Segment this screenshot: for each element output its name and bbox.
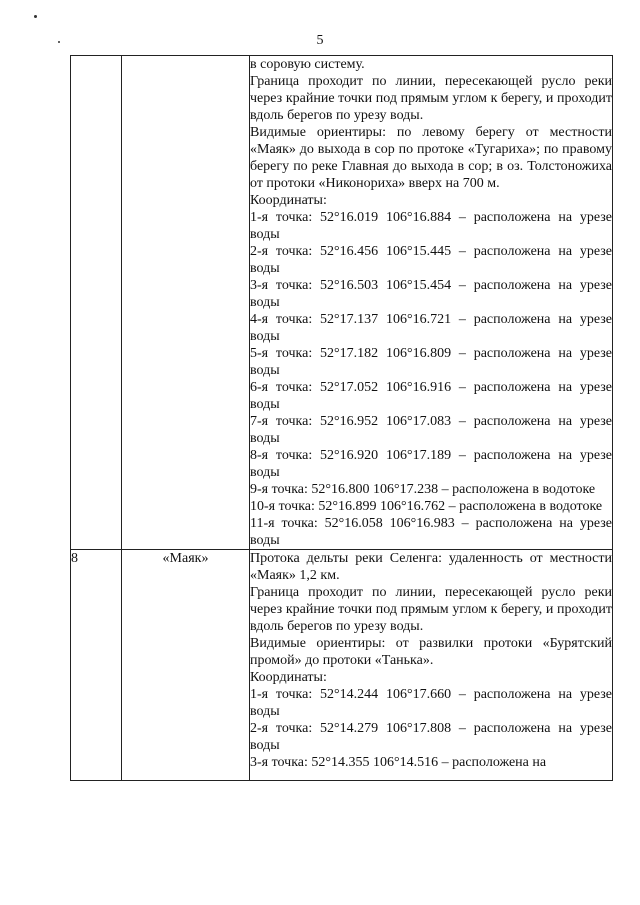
description-paragraph: Протока дельты реки Селенга: удаленность от местности «Маяк» 1,2 км. [250,551,612,583]
description-paragraph: Видимые ориентиры: по левому берегу от местности «Маяк» до выхода в сор по протоке «Тугариха»; по правому берегу по реке Главная до выхода в сор; в оз. Толстоножиха от протоки «Никонориха» вверх на 700 м. [250,125,612,191]
row-number: 8 [71,550,122,781]
coordinate-point: 2-я точка: 52°16.456 106°15.445 – расположена на урезе воды [250,244,612,276]
regulation-table [70,55,613,781]
coordinate-point: 9-я точка: 52°16.800 106°17.238 – расположена в водотоке [250,482,596,497]
table-row [71,550,613,781]
site-description [250,56,613,550]
description-paragraph: в соровую систему. [250,57,365,72]
coordinate-point: 3-я точка: 52°16.503 106°15.454 – расположена на урезе воды [250,278,612,310]
coordinates-heading: Координаты: [250,670,327,685]
coordinate-point: 1-я точка: 52°16.019 106°16.884 – расположена на урезе воды [250,210,612,242]
scan-speck [34,15,37,18]
coordinate-point: 10-я точка: 52°16.899 106°16.762 – расположена в водотоке [250,499,603,514]
description-paragraph: Граница проходит по линии, пересекающей русло реки через крайние точки под прямым углом к берегу, и проходит вдоль берегов по урезу воды. [250,74,612,123]
coordinate-point: 7-я точка: 52°16.952 106°17.083 – расположена на урезе воды [250,414,612,446]
coordinate-point: 1-я точка: 52°14.244 106°17.660 – расположена на урезе воды [250,687,612,719]
page-number: 5 [316,33,324,48]
row-number [71,56,122,550]
site-name [122,56,250,550]
table-row [71,56,613,550]
coordinate-point: 5-я точка: 52°17.182 106°16.809 – расположена на урезе воды [250,346,612,378]
site-description [250,550,613,781]
coordinates-heading: Координаты: [250,193,327,208]
coordinate-point: 2-я точка: 52°14.279 106°17.808 – расположена на урезе воды [250,721,612,753]
coordinate-point: 11-я точка: 52°16.058 106°16.983 – расположена на урезе воды [250,516,612,548]
coordinate-point: 4-я точка: 52°17.137 106°16.721 – расположена на урезе воды [250,312,612,344]
description-paragraph: Видимые ориентиры: от развилки протоки «Бурятский промой» до протоки «Танька». [250,636,612,668]
description-paragraph: Граница проходит по линии, пересекающей русло реки через крайние точки под прямым углом к берегу, и проходит вдоль берегов по урезу воды. [250,585,612,634]
site-name: «Маяк» [122,550,250,781]
description-clip [250,550,612,778]
coordinate-point: 8-я точка: 52°16.920 106°17.189 – расположена на урезе воды [250,448,612,480]
coordinate-point: 6-я точка: 52°17.052 106°16.916 – расположена на урезе воды [250,380,612,412]
coordinate-point: 3-я точка: 52°14.355 106°14.516 – расположена на [250,755,547,770]
